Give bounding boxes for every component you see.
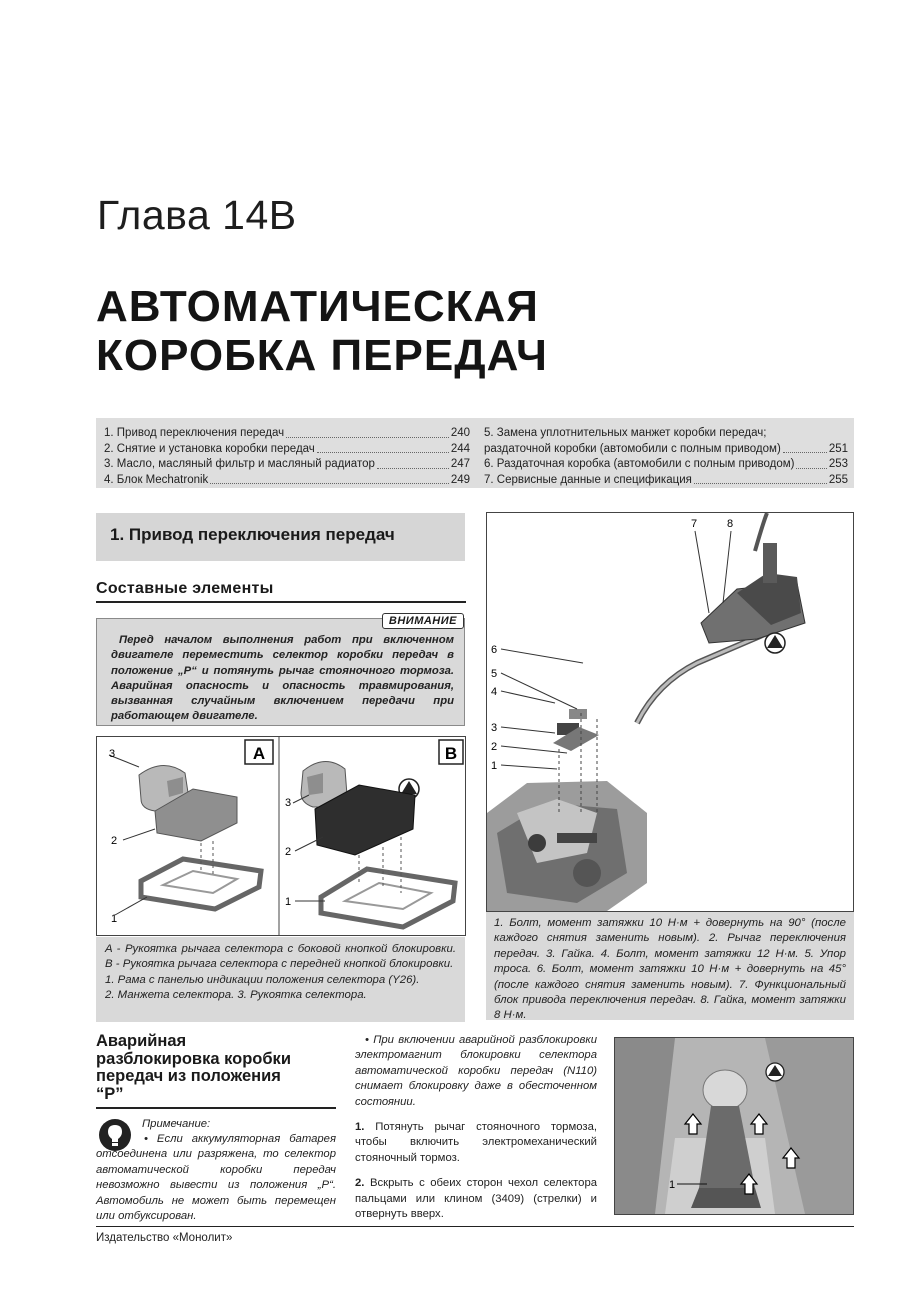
note-text: • Если аккумуляторная батарея отсоединена или разряжена, то селектор автоматической коробки передач невозможно вывести из положения „P“. Автомобиль не может быть перемещен или отбуксирован. — [96, 1133, 336, 1223]
subsection-line: Аварийная — [96, 1032, 187, 1050]
toc-entry[interactable]: 6. Раздаточная коробка (автомобили с полным приводом) 253 — [484, 458, 848, 471]
panel-b-label: B — [444, 744, 458, 763]
subsection-line: разблокировка коробки — [96, 1049, 291, 1068]
warning-badge: ВНИМАНИЕ — [382, 613, 464, 629]
panel-a-label: A — [252, 744, 266, 763]
subsection-line: “P” — [96, 1084, 124, 1103]
bullet-paragraph: • При включении аварийной разблокировки электромагнит блокировки селектора автоматической коробки передач (N110) снимает блокировку даже в обесточенном состоянии. — [355, 1034, 597, 1108]
toc-left-column — [104, 426, 470, 488]
title-line-1: АВТОМАТИЧЕСКАЯ — [96, 282, 539, 331]
toc-entry[interactable]: 1. Привод переключения передач 240 — [104, 427, 470, 439]
title-line-2: КОРОБКА ПЕРЕДАЧ — [96, 331, 548, 380]
callout-1: 1 — [669, 1179, 676, 1191]
section-heading-box — [96, 513, 465, 561]
toc-right-column — [484, 426, 848, 488]
footer-rule — [96, 1226, 854, 1227]
subsection-emergency-release — [96, 1033, 336, 1103]
toc-entry[interactable]: 2. Снятие и установка коробки передач 244 — [104, 442, 470, 455]
emergency-release-text — [355, 1033, 597, 1232]
callout-2: 2 — [491, 741, 498, 753]
figure-ab-caption — [96, 937, 465, 1022]
caption-line: 1. Рама с панелью индикации положения селектора (Y26). — [105, 973, 420, 986]
warning-triangle-icon — [766, 1063, 784, 1081]
publisher-footer: Издательство «Монолит» — [96, 1232, 233, 1244]
warning-box — [96, 615, 465, 726]
callout-4: 4 — [491, 686, 498, 698]
table-of-contents — [96, 418, 854, 488]
callout-5: 5 — [491, 668, 498, 680]
figure-shift-mechanism — [486, 512, 854, 912]
step-1: 1. Потянуть рычаг стояночного тормоза, чтобы включить электромеханический стояночный тормоз. — [355, 1121, 597, 1164]
figure-right-caption: 1. Болт, момент затяжки 10 Н·м + довернуть на 90° (после каждого снятия заменить новым). 2. Рычаг переключения передач. 3. Гайка. 4. Болт, момент затяжки 12 Н·м. 5. Упор троса. 6. Болт, момент затяжки 10 Н·м + довернуть на 45° (после каждого снятия заменить новым). 7. Функциональный блок привода переключения передач. 8. Гайка, момент затяжки 8 Н·м. — [486, 912, 854, 1020]
step-2: 2. Вскрыть с обеих сторон чехол селектора пальцами или клином (3409) (стрелки) и отвернуть вверх. — [355, 1177, 598, 1221]
toc-entry[interactable]: 3. Масло, масляный фильтр и масляный радиатор 247 — [104, 458, 470, 471]
callout-1: 1 — [491, 760, 498, 772]
callout-8: 8 — [727, 518, 734, 530]
callout-b-2: 2 — [285, 846, 292, 858]
callout-a-2: 2 — [111, 835, 118, 847]
warning-triangle-icon — [765, 633, 785, 653]
callout-7: 7 — [691, 518, 698, 530]
caption-line: 2. Манжета селектора. 3. Рукоятка селектора. — [105, 989, 367, 1002]
caption-line: A - Рукоятка рычага селектора с боковой кнопкой блокировки. B - Рукоятка рычага селектора с передней кнопкой блокировки. — [105, 943, 456, 971]
figure-selector-boot-photo — [614, 1037, 854, 1215]
toc-entry[interactable]: 5. Замена уплотнительных манжет коробки передач; — [484, 427, 767, 439]
warning-text: Перед началом выполнения работ при включенном двигателе переместить селектор коробки передач в положение „P“ и потянуть рычаг стояночного тормоза. Аварийная опасность и опасность травмирования, вызванная случайным включением передачи при работающем двигателе. — [111, 634, 454, 723]
callout-6: 6 — [491, 644, 498, 656]
callout-a-3: 3 — [109, 748, 116, 760]
toc-entry[interactable]: раздаточной коробки (автомобили с полным приводом) 251 — [484, 442, 848, 455]
selector-handles-illustration — [97, 737, 465, 935]
section-heading: 1. Привод переключения передач — [110, 525, 395, 544]
toc-entry[interactable]: 7. Сервисные данные и спецификация 255 — [484, 473, 848, 486]
figure-selector-handles — [96, 736, 466, 936]
subsection-line: передач из положения — [96, 1067, 281, 1085]
toc-entry[interactable]: 4. Блок Mechatronik 249 — [104, 473, 470, 486]
note-heading: Примечание: — [142, 1118, 211, 1130]
callout-a-1: 1 — [111, 913, 118, 925]
divider — [96, 1107, 336, 1109]
selector-boot-photo — [615, 1038, 853, 1214]
subsection-heading: Составные элементы — [96, 580, 466, 603]
chapter-title — [96, 282, 548, 380]
chapter-label: Глава 14B — [97, 192, 297, 238]
callout-b-1: 1 — [285, 896, 292, 908]
shift-mechanism-illustration — [487, 513, 853, 911]
callout-3: 3 — [491, 722, 498, 734]
callout-b-3: 3 — [285, 797, 292, 809]
